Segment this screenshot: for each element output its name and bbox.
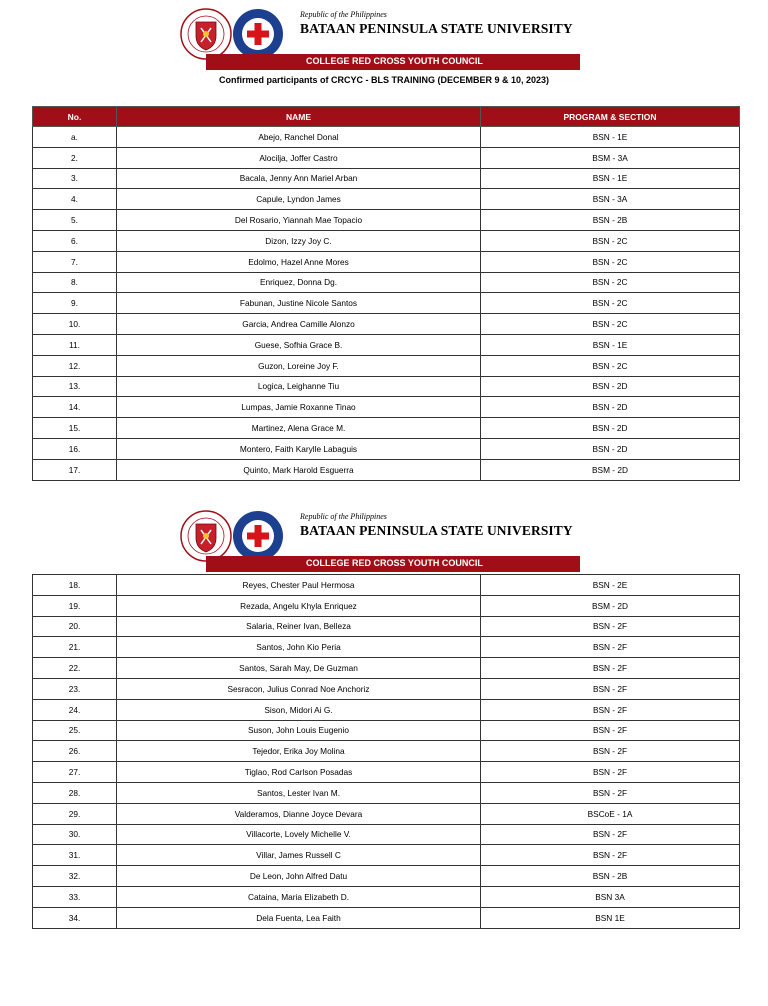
participant-name: Suson, John Louis Eugenio (117, 720, 481, 741)
program-section: BSN - 2C (481, 293, 740, 314)
program-section: BSN - 2F (481, 762, 740, 783)
participant-name: Guese, Sofhia Grace B. (117, 334, 481, 355)
row-number: 18. (33, 575, 117, 596)
row-number: 13. (33, 376, 117, 397)
row-number: 31. (33, 845, 117, 866)
row-number: 30. (33, 824, 117, 845)
row-number: 21. (33, 637, 117, 658)
table-row (33, 127, 740, 148)
table-row (33, 720, 740, 741)
bpsu-seal-icon (180, 510, 232, 562)
program-section: BSN - 2C (481, 355, 740, 376)
program-section: BSN 1E (481, 907, 740, 928)
row-number: 14. (33, 397, 117, 418)
program-section: BSN - 1E (481, 168, 740, 189)
row-number: 33. (33, 886, 117, 907)
program-section: BSN - 2F (481, 616, 740, 637)
program-section: BSN - 2F (481, 658, 740, 679)
participant-name: Tiglao, Rod Carlson Posadas (117, 762, 481, 783)
table-row (33, 845, 740, 866)
bpsu-seal-icon (180, 8, 232, 60)
row-number: 25. (33, 720, 117, 741)
participant-name: Garcia, Andrea Camille Alonzo (117, 314, 481, 335)
row-number: 4. (33, 189, 117, 210)
row-number: 28. (33, 782, 117, 803)
republic-label: Republic of the Philippines (300, 512, 387, 521)
participant-name: Del Rosario, Yiannah Mae Topacio (117, 210, 481, 231)
program-section: BSN - 2D (481, 438, 740, 459)
participant-name: Rezada, Angelu Khyla Enriquez (117, 595, 481, 616)
table-row (33, 293, 740, 314)
table-row (33, 886, 740, 907)
participant-name: Reyes, Chester Paul Hermosa (117, 575, 481, 596)
participant-name: Tejedor, Erika Joy Molina (117, 741, 481, 762)
participant-name: Fabunan, Justine Nicole Santos (117, 293, 481, 314)
participant-name: Villar, James Russell C (117, 845, 481, 866)
participant-name: Santos, John Kio Peria (117, 637, 481, 658)
participant-name: Bacala, Jenny Ann Mariel Arban (117, 168, 481, 189)
row-number: 17. (33, 459, 117, 480)
row-number: 7. (33, 251, 117, 272)
column-header-name: NAME (117, 107, 481, 127)
letterhead (0, 6, 768, 70)
red-cross-youth-seal-icon (232, 510, 284, 562)
program-section: BSN - 2B (481, 210, 740, 231)
program-section: BSN - 2D (481, 418, 740, 439)
row-number: 24. (33, 699, 117, 720)
row-number: 11. (33, 334, 117, 355)
row-number: 2. (33, 147, 117, 168)
row-number: 23. (33, 678, 117, 699)
table-row (33, 575, 740, 596)
table-row (33, 189, 740, 210)
program-section: BSN - 2F (481, 637, 740, 658)
red-cross-youth-seal-icon (232, 8, 284, 60)
participant-name: Alocilja, Joffer Castro (117, 147, 481, 168)
table-row (33, 314, 740, 335)
table-row (33, 376, 740, 397)
row-number: 29. (33, 803, 117, 824)
program-section: BSN - 2C (481, 314, 740, 335)
table-row (33, 741, 740, 762)
program-section: BSN - 2F (481, 741, 740, 762)
participant-name: Cataina, Maria Elizabeth D. (117, 886, 481, 907)
program-section: BSM - 2D (481, 459, 740, 480)
program-section: BSCoE - 1A (481, 803, 740, 824)
row-number: 32. (33, 866, 117, 887)
participant-name: Sison, Midori Ai G. (117, 699, 481, 720)
table-row (33, 866, 740, 887)
table-row (33, 334, 740, 355)
participant-name: Dizon, Izzy Joy C. (117, 230, 481, 251)
table-row (33, 762, 740, 783)
university-name: BATAAN PENINSULA STATE UNIVERSITY (300, 523, 573, 538)
participants-table-1 (32, 106, 740, 481)
row-number: 34. (33, 907, 117, 928)
participant-name: Montero, Faith Karylle Labaguis (117, 438, 481, 459)
row-number: 27. (33, 762, 117, 783)
table-header-row (33, 107, 740, 127)
participant-name: Valderamos, Dianne Joyce Devara (117, 803, 481, 824)
table-row (33, 397, 740, 418)
row-number: 6. (33, 230, 117, 251)
table-row (33, 210, 740, 231)
participant-name: Santos, Lester Ivan M. (117, 782, 481, 803)
participant-name: Lumpas, Jamie Roxanne Tinao (117, 397, 481, 418)
table-row (33, 230, 740, 251)
council-name: COLLEGE RED CROSS YOUTH COUNCIL (306, 558, 483, 568)
row-number: 3. (33, 168, 117, 189)
program-section: BSN 3A (481, 886, 740, 907)
table-row (33, 637, 740, 658)
program-section: BSN - 2E (481, 575, 740, 596)
program-section: BSN - 2F (481, 824, 740, 845)
row-number: 5. (33, 210, 117, 231)
program-section: BSN - 2F (481, 678, 740, 699)
table-row (33, 355, 740, 376)
participant-name: Villacorte, Lovely Michelle V. (117, 824, 481, 845)
table-row (33, 272, 740, 293)
program-section: BSN - 2C (481, 251, 740, 272)
row-number: 8. (33, 272, 117, 293)
row-number: 15. (33, 418, 117, 439)
table-row (33, 699, 740, 720)
table-row (33, 907, 740, 928)
participant-name: Dela Fuenta, Lea Faith (117, 907, 481, 928)
program-section: BSN - 2C (481, 272, 740, 293)
table-row (33, 459, 740, 480)
participant-name: De Leon, John Alfred Datu (117, 866, 481, 887)
participant-name: Sesracon, Julius Conrad Noe Anchoriz (117, 678, 481, 699)
republic-label: Republic of the Philippines (300, 10, 387, 19)
participant-name: Logica, Leighanne Tiu (117, 376, 481, 397)
row-number: 22. (33, 658, 117, 679)
program-section: BSN - 1E (481, 127, 740, 148)
row-number: 16. (33, 438, 117, 459)
participant-name: Quinto, Mark Harold Esguerra (117, 459, 481, 480)
table-row (33, 803, 740, 824)
participant-name: Capule, Lyndon James (117, 189, 481, 210)
program-section: BSN - 2F (481, 720, 740, 741)
participants-table-2 (32, 574, 740, 929)
program-section: BSN - 2F (481, 782, 740, 803)
council-name: COLLEGE RED CROSS YOUTH COUNCIL (306, 56, 483, 66)
program-section: BSN - 2D (481, 397, 740, 418)
row-number: 9. (33, 293, 117, 314)
program-section: BSN - 2B (481, 866, 740, 887)
table-row (33, 678, 740, 699)
participant-name: Enriquez, Donna Dg. (117, 272, 481, 293)
program-section: BSN - 2D (481, 376, 740, 397)
program-section: BSN - 2F (481, 845, 740, 866)
participant-name: Santos, Sarah May, De Guzman (117, 658, 481, 679)
table-row (33, 147, 740, 168)
document-subtitle: Confirmed participants of CRCYC - BLS TRAINING (DECEMBER 9 & 10, 2023) (218, 75, 550, 85)
table-row (33, 616, 740, 637)
program-section: BSM - 2D (481, 595, 740, 616)
column-header-no: No. (33, 107, 117, 127)
university-name: BATAAN PENINSULA STATE UNIVERSITY (300, 21, 573, 36)
program-section: BSN - 3A (481, 189, 740, 210)
row-number: 10. (33, 314, 117, 335)
row-number: 26. (33, 741, 117, 762)
table-row (33, 251, 740, 272)
row-number: a. (33, 127, 117, 148)
participant-name: Salaria, Reiner Ivan, Belleza (117, 616, 481, 637)
row-number: 20. (33, 616, 117, 637)
program-section: BSM - 3A (481, 147, 740, 168)
table-row (33, 418, 740, 439)
program-section: BSN - 1E (481, 334, 740, 355)
table-row (33, 824, 740, 845)
row-number: 19. (33, 595, 117, 616)
column-header-program: PROGRAM & SECTION (481, 107, 740, 127)
table-row (33, 438, 740, 459)
participant-name: Edolmo, Hazel Anne Mores (117, 251, 481, 272)
row-number: 12. (33, 355, 117, 376)
table-row (33, 782, 740, 803)
table-row (33, 168, 740, 189)
participant-name: Martinez, Alena Grace M. (117, 418, 481, 439)
program-section: BSN - 2C (481, 230, 740, 251)
program-section: BSN - 2F (481, 699, 740, 720)
table-row (33, 595, 740, 616)
participant-name: Guzon, Loreine Joy F. (117, 355, 481, 376)
letterhead-repeat (0, 508, 768, 572)
table-row (33, 658, 740, 679)
participant-name: Abejo, Ranchel Donal (117, 127, 481, 148)
